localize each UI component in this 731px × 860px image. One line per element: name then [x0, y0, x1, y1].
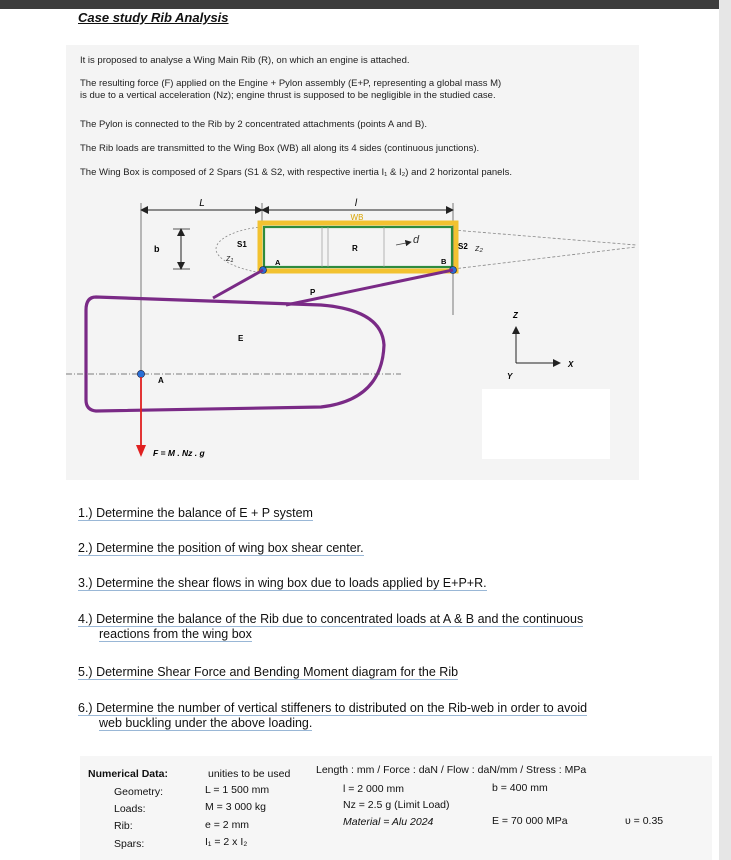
rib-outline [264, 227, 452, 267]
question-4: 4.) Determine the balance of the Rib due to concentrated loads at A & B and the continuous reactions from the wing box [78, 612, 584, 641]
label-force: F = M . Nz . g [153, 448, 205, 458]
label-R: R [352, 244, 358, 253]
label-S2: S2 [458, 242, 468, 251]
scrollbar[interactable] [719, 0, 731, 860]
row-rib-v3: E = 70 000 MPa [492, 815, 568, 827]
airfoil-leading-edge [216, 227, 262, 273]
intro-line-4: The Pylon is connected to the Rib by 2 concentrated attachments (points A and B). [80, 119, 427, 130]
row-loads-label: Loads: [114, 803, 146, 815]
label-S1: S1 [237, 240, 247, 249]
row-spars-v1: I₁ = 2 x I₂ [205, 836, 248, 848]
row-spars-label: Spars: [114, 838, 145, 850]
row-loads-v2: Nz = 2.5 g (Limit Load) [343, 799, 450, 811]
question-2: 2.) Determine the position of wing box shear center. [78, 541, 364, 555]
label-l: l [354, 198, 358, 209]
intro-line-5: The Rib loads are transmitted to the Wing Box (WB) all along its 4 sides (continuous junctions). [80, 143, 480, 154]
label-z: Z [513, 311, 518, 320]
row-geometry-v1: L = 1 500 mm [205, 784, 270, 796]
intro-line-6: The Wing Box is composed of 2 Spars (S1 & S2, with respective inertia I₁ & I₂) and 2 horizontal panels. [80, 167, 512, 178]
row-rib-label: Rib: [114, 820, 133, 832]
row-loads-v1: M = 3 000 kg [205, 801, 266, 813]
row-rib-v1: e = 2 mm [205, 819, 250, 831]
question-6: 6.) Determine the number of vertical stiffeners to distributed on the Rib-web in order to avoid web buckling under the above loading. [78, 701, 588, 730]
label-A-box: A [275, 258, 281, 267]
label-E: E [238, 334, 244, 343]
question-3: 3.) Determine the shear flows in wing box due to loads applied by E+P+R. [78, 576, 487, 590]
label-b: b [154, 244, 160, 254]
handwritten-d: d [413, 234, 420, 246]
intro-line-3: is due to a vertical acceleration (Nz); engine thrust is supposed to be negligible in the studied case. [80, 90, 496, 101]
question-5: 5.) Determine Shear Force and Bending Moment diagram for the Rib [78, 665, 459, 679]
page-title: Case study Rib Analysis [78, 10, 229, 25]
numerical-heading: Numerical Data: [88, 768, 168, 780]
units-list: Length : mm / Force : daN / Flow : daN/mm / Stress : MPa [316, 764, 587, 776]
handwritten-z2: z₂ [475, 243, 483, 253]
window-top-bar [0, 0, 731, 9]
intro-line-1: It is proposed to analyse a Wing Main Rib (R), on which an engine is attached. [80, 55, 410, 66]
label-A-engine: A [158, 376, 164, 385]
engine-outline [86, 297, 384, 411]
label-y: Y [507, 372, 513, 381]
label-x: X [568, 360, 574, 369]
row-geometry-v3: b = 400 mm [492, 782, 548, 794]
row-rib-v4: υ = 0.35 [625, 815, 664, 827]
row-rib-v2: Material = Alu 2024 [343, 816, 434, 828]
label-L: L [199, 198, 205, 209]
engine-point-A [137, 370, 144, 377]
intro-line-2: The resulting force (F) applied on the Engine + Pylon assembly (E+P, representing a global mass M) [80, 78, 502, 89]
pylon-front [213, 270, 263, 298]
units-label: unities to be used [208, 768, 291, 780]
row-geometry-label: Geometry: [114, 786, 164, 798]
label-WB: WB [350, 213, 364, 222]
label-P: P [310, 288, 316, 297]
wing-box-panels [260, 223, 456, 271]
row-geometry-v2: l = 2 000 mm [343, 783, 404, 795]
handwritten-z1: z₁ [226, 253, 234, 263]
rib-diagram [66, 195, 639, 480]
label-B-box: B [441, 257, 447, 266]
question-1: 1.) Determine the balance of E + P system [78, 506, 313, 520]
